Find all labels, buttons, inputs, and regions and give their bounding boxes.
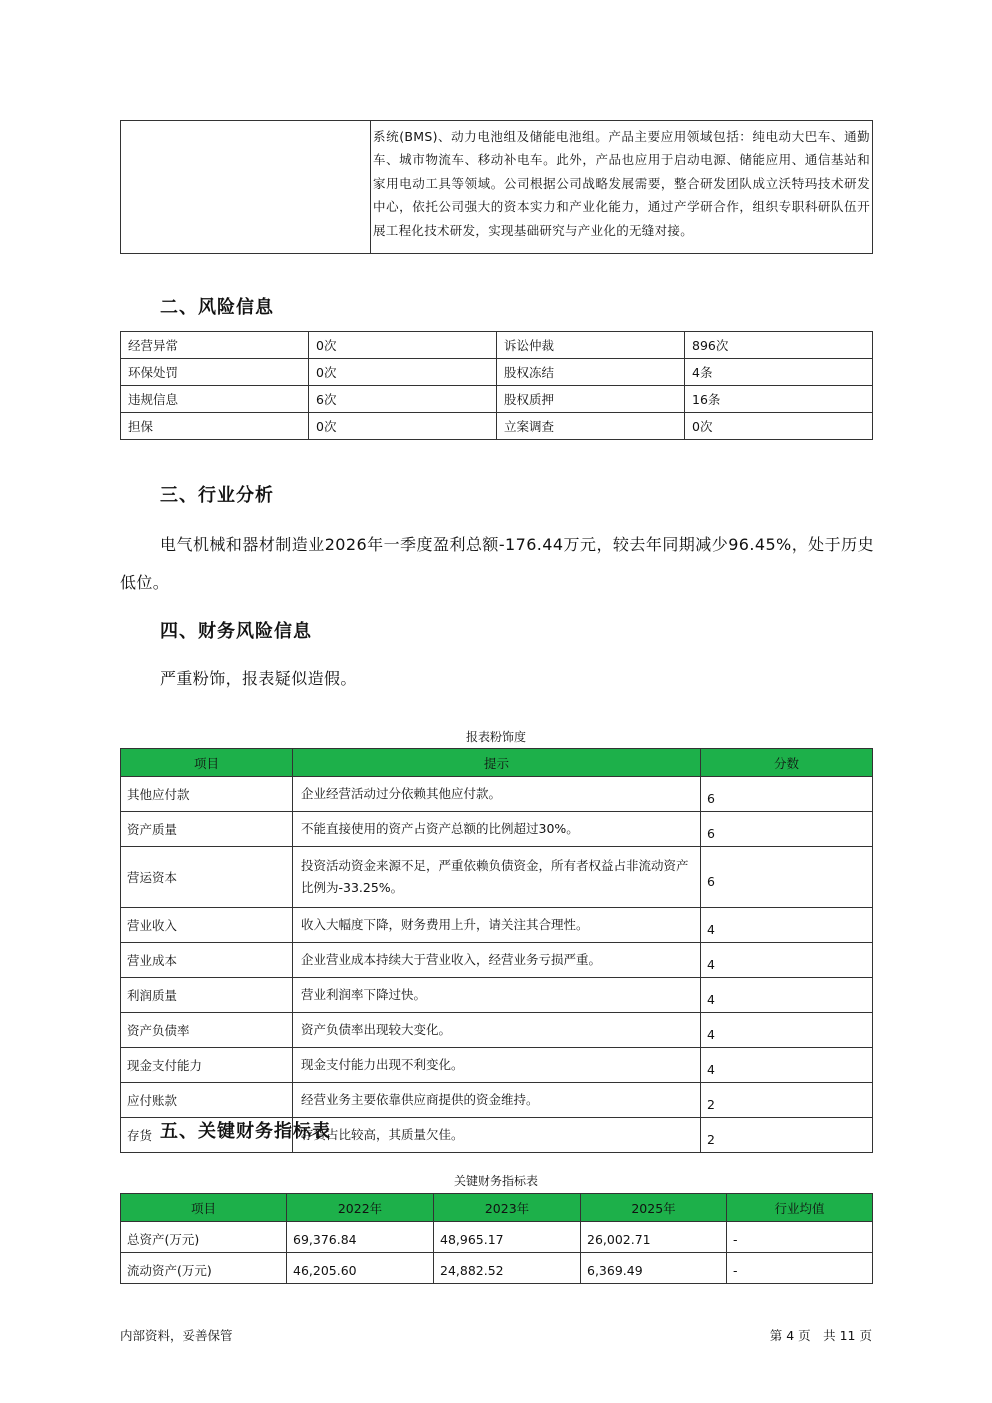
table-cell: 营业收入 bbox=[121, 908, 293, 943]
footer-confidential-note: 内部资料，妥善保管 bbox=[120, 1328, 233, 1343]
column-header: 分数 bbox=[701, 749, 873, 777]
table-cell: 存货占比较高，其质量欠佳。 bbox=[293, 1118, 701, 1153]
table-cell: 企业经营活动过分依赖其他应付款。 bbox=[293, 777, 701, 812]
table-row bbox=[121, 777, 873, 812]
intro-label-cell bbox=[121, 121, 371, 254]
table-row bbox=[121, 1253, 873, 1284]
intro-text: 系统(BMS)、动力电池组及储能电池组。产品主要应用领域包括：纯电动大巴车、通勤车、城市物流车、移动补电车。此外，产品也应用于启动电源、储能应用、通信基站和家用电动工具等领域。公司根据公司战略发展需要，整合研发团队成立沃特玛技术研发中心，依托公司强大的资本实力和产业化能力，通过产学研合作，组织专职科研队伍开展工程化技术研发，实现基础研究与产业化的无缝对接。 bbox=[373, 129, 870, 238]
table-cell: 现金支付能力出现不利变化。 bbox=[293, 1048, 701, 1083]
risk-table bbox=[120, 331, 873, 440]
table-cell: 2 bbox=[701, 1118, 873, 1153]
key-financial-table bbox=[120, 1193, 873, 1284]
table-cell: 经营业务主要依靠供应商提供的资金维持。 bbox=[293, 1083, 701, 1118]
footer-page-number: 第 4 页 共 11 页 bbox=[769, 1328, 872, 1343]
table-cell: 48,965.17 bbox=[434, 1222, 581, 1253]
table-cell: 46,205.60 bbox=[287, 1253, 434, 1284]
table-cell: 16条 bbox=[685, 386, 873, 413]
table-cell: 股权冻结 bbox=[497, 359, 685, 386]
financial-risk-summary: 严重粉饰，报表疑似造假。 bbox=[160, 669, 357, 688]
table-cell: 4 bbox=[701, 1013, 873, 1048]
company-intro-table bbox=[120, 120, 873, 254]
table-cell: 6 bbox=[701, 847, 873, 908]
key-financial-table-caption: 关键财务指标表 bbox=[453, 1174, 538, 1188]
financial-risk-heading: 四、财务风险信息 bbox=[160, 621, 312, 642]
table-cell: 其他应付款 bbox=[121, 777, 293, 812]
table-cell: 0次 bbox=[309, 332, 497, 359]
table-cell: 收入大幅度下降，财务费用上升，请关注其合理性。 bbox=[293, 908, 701, 943]
column-header: 项目 bbox=[121, 1194, 287, 1222]
table-row bbox=[121, 1083, 873, 1118]
table-cell: 4 bbox=[701, 908, 873, 943]
table-cell: - bbox=[727, 1222, 873, 1253]
table-cell: 应付账款 bbox=[121, 1083, 293, 1118]
table-cell: 4条 bbox=[685, 359, 873, 386]
table-cell: 2 bbox=[701, 1083, 873, 1118]
table-cell: 4 bbox=[701, 943, 873, 978]
table-cell: 0次 bbox=[685, 413, 873, 440]
risk-heading: 二、风险信息 bbox=[160, 297, 274, 318]
column-header: 2023年 bbox=[434, 1194, 581, 1222]
table-row bbox=[121, 943, 873, 978]
table-cell: 资产质量 bbox=[121, 812, 293, 847]
industry-heading: 三、行业分析 bbox=[160, 485, 274, 506]
table-cell: 6 bbox=[701, 777, 873, 812]
table-row bbox=[121, 413, 873, 440]
table-cell: 营业成本 bbox=[121, 943, 293, 978]
table-cell: 现金支付能力 bbox=[121, 1048, 293, 1083]
column-header: 2025年 bbox=[581, 1194, 727, 1222]
table-cell: 存货 bbox=[121, 1118, 293, 1153]
table-cell: 营运资本 bbox=[121, 847, 293, 908]
key-financial-heading: 五、关键财务指标表 bbox=[160, 1121, 331, 1142]
table-cell: 24,882.52 bbox=[434, 1253, 581, 1284]
table-row bbox=[121, 1013, 873, 1048]
intro-text-cell bbox=[371, 121, 873, 254]
table-cell: 6次 bbox=[309, 386, 497, 413]
table-cell: 6,369.49 bbox=[581, 1253, 727, 1284]
table-cell: - bbox=[727, 1253, 873, 1284]
table-cell: 4 bbox=[701, 978, 873, 1013]
table-row bbox=[121, 386, 873, 413]
table-cell: 4 bbox=[701, 1048, 873, 1083]
table-cell: 企业营业成本持续大于营业收入，经营业务亏损严重。 bbox=[293, 943, 701, 978]
table-cell: 环保处罚 bbox=[121, 359, 309, 386]
table-cell: 投资活动资金来源不足，严重依赖负债资金，所有者权益占非流动资产比例为-33.25%。 bbox=[293, 847, 701, 908]
column-header: 项目 bbox=[121, 749, 293, 777]
table-cell: 69,376.84 bbox=[287, 1222, 434, 1253]
table-cell: 违规信息 bbox=[121, 386, 309, 413]
table-cell: 0次 bbox=[309, 359, 497, 386]
column-header: 提示 bbox=[293, 749, 701, 777]
table-cell: 立案调查 bbox=[497, 413, 685, 440]
table-cell: 6 bbox=[701, 812, 873, 847]
table-cell: 0次 bbox=[309, 413, 497, 440]
table-row bbox=[121, 332, 873, 359]
table-row bbox=[121, 1222, 873, 1253]
table-cell: 896次 bbox=[685, 332, 873, 359]
table-cell: 26,002.71 bbox=[581, 1222, 727, 1253]
table-row bbox=[121, 1048, 873, 1083]
embellishment-table-caption: 报表粉饰度 bbox=[465, 730, 526, 744]
table-cell: 利润质量 bbox=[121, 978, 293, 1013]
table-cell: 诉讼仲裁 bbox=[497, 332, 685, 359]
embellishment-table bbox=[120, 748, 873, 1153]
table-row bbox=[121, 847, 873, 908]
table-row bbox=[121, 359, 873, 386]
table-cell: 资产负债率 bbox=[121, 1013, 293, 1048]
table-cell: 营业利润率下降过快。 bbox=[293, 978, 701, 1013]
column-header: 行业均值 bbox=[727, 1194, 873, 1222]
table-cell: 资产负债率出现较大变化。 bbox=[293, 1013, 701, 1048]
table-cell: 总资产(万元) bbox=[121, 1222, 287, 1253]
table-cell: 股权质押 bbox=[497, 386, 685, 413]
table-row bbox=[121, 812, 873, 847]
column-header: 2022年 bbox=[287, 1194, 434, 1222]
table-cell: 不能直接使用的资产占资产总额的比例超过30%。 bbox=[293, 812, 701, 847]
table-cell: 经营异常 bbox=[121, 332, 309, 359]
table-row bbox=[121, 978, 873, 1013]
industry-analysis-text: 电气机械和器材制造业2026年一季度盈利总额-176.44万元，较去年同期减少96.45%，处于历史低位。 bbox=[120, 535, 874, 592]
table-row bbox=[121, 908, 873, 943]
table-cell: 流动资产(万元) bbox=[121, 1253, 287, 1284]
table-cell: 担保 bbox=[121, 413, 309, 440]
